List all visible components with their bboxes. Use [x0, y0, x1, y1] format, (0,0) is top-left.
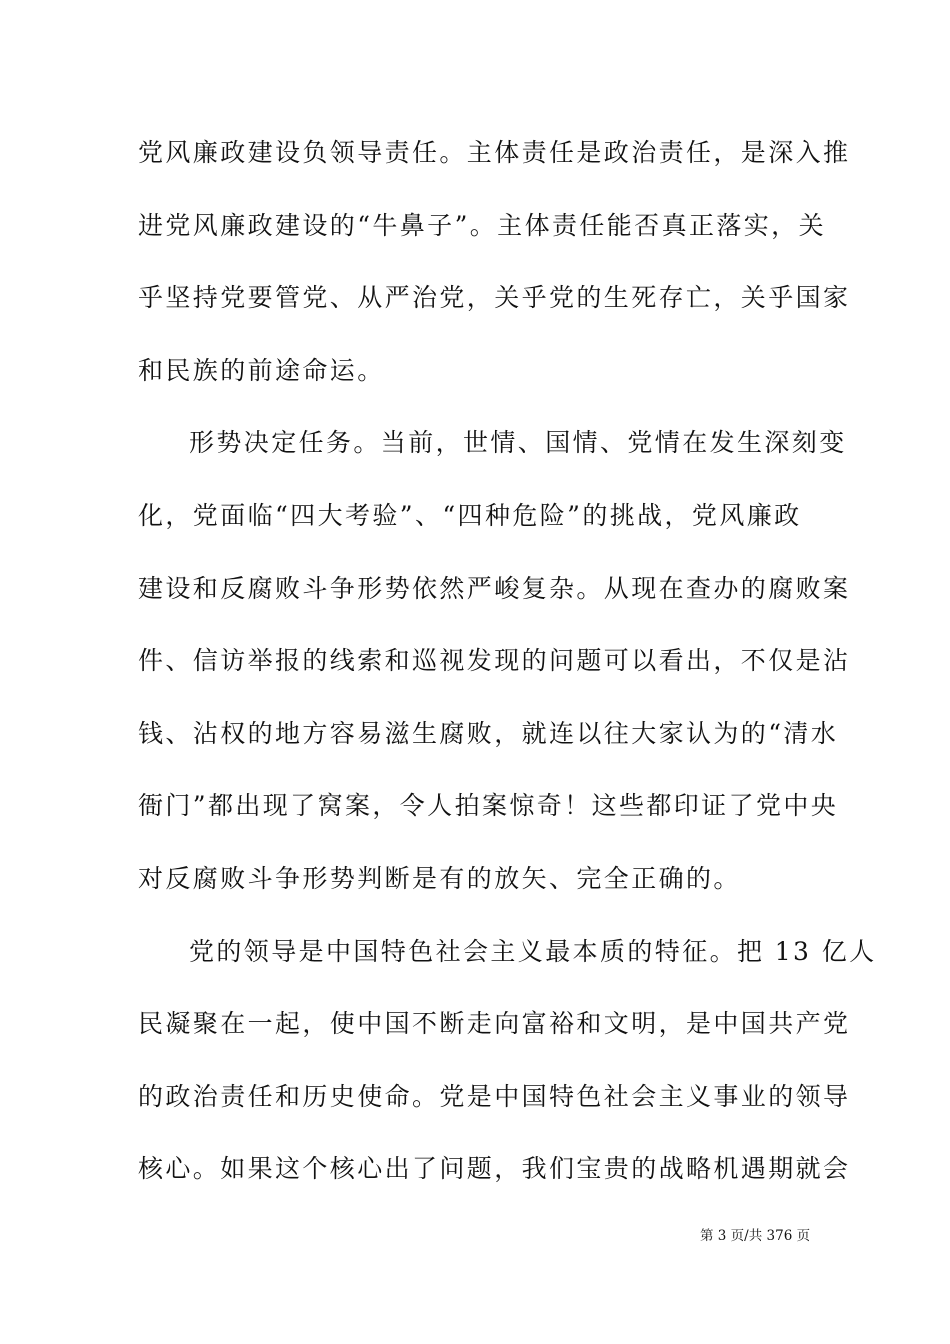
text-line: 建设和反腐败斗争形势依然严峻复杂。从现在查办的腐败案: [138, 573, 851, 603]
text-line: 乎坚持党要管党、从严治党，关乎党的生死存亡，关乎国家: [138, 283, 851, 313]
page-number: 第 3 页/共 376 页: [700, 1228, 811, 1244]
text-line: 衙门”都出现了窝案，令人拍案惊奇！这些都印证了党中央: [138, 791, 839, 821]
text-line: 民凝聚在一起，使中国不断走向富裕和文明，是中国共产党: [138, 1009, 851, 1039]
text-line: 核心。如果这个核心出了问题，我们宝贵的战略机遇期就会: [138, 1154, 851, 1184]
text-line: 件、信访举报的线索和巡视发现的问题可以看出，不仅是沾: [138, 646, 851, 676]
text-line: 和民族的前途命运。: [138, 355, 385, 385]
text-line: 的政治责任和历史使命。党是中国特色社会主义事业的领导: [138, 1081, 851, 1111]
text-line: 化，党面临“四大考验”、“四种危险”的挑战，党风廉政: [138, 500, 802, 530]
text-line: 钱、沾权的地方容易滋生腐败，就连以往大家认为的“清水: [138, 718, 839, 748]
paragraph-start-line: 形势决定任务。当前，世情、国情、党情在发生深刻变: [189, 428, 847, 458]
text-line: 进党风廉政建设的“牛鼻子”。主体责任能否真正落实，关: [138, 210, 826, 240]
text-line: 对反腐败斗争形势判断是有的放矢、完全正确的。: [138, 863, 741, 893]
paragraph-start-line: 党的领导是中国特色社会主义最本质的特征。把 13 亿人: [189, 936, 877, 966]
body-text: [138, 123, 877, 1212]
text-line: 党风廉政建设负领导责任。主体责任是政治责任，是深入推: [138, 138, 851, 167]
